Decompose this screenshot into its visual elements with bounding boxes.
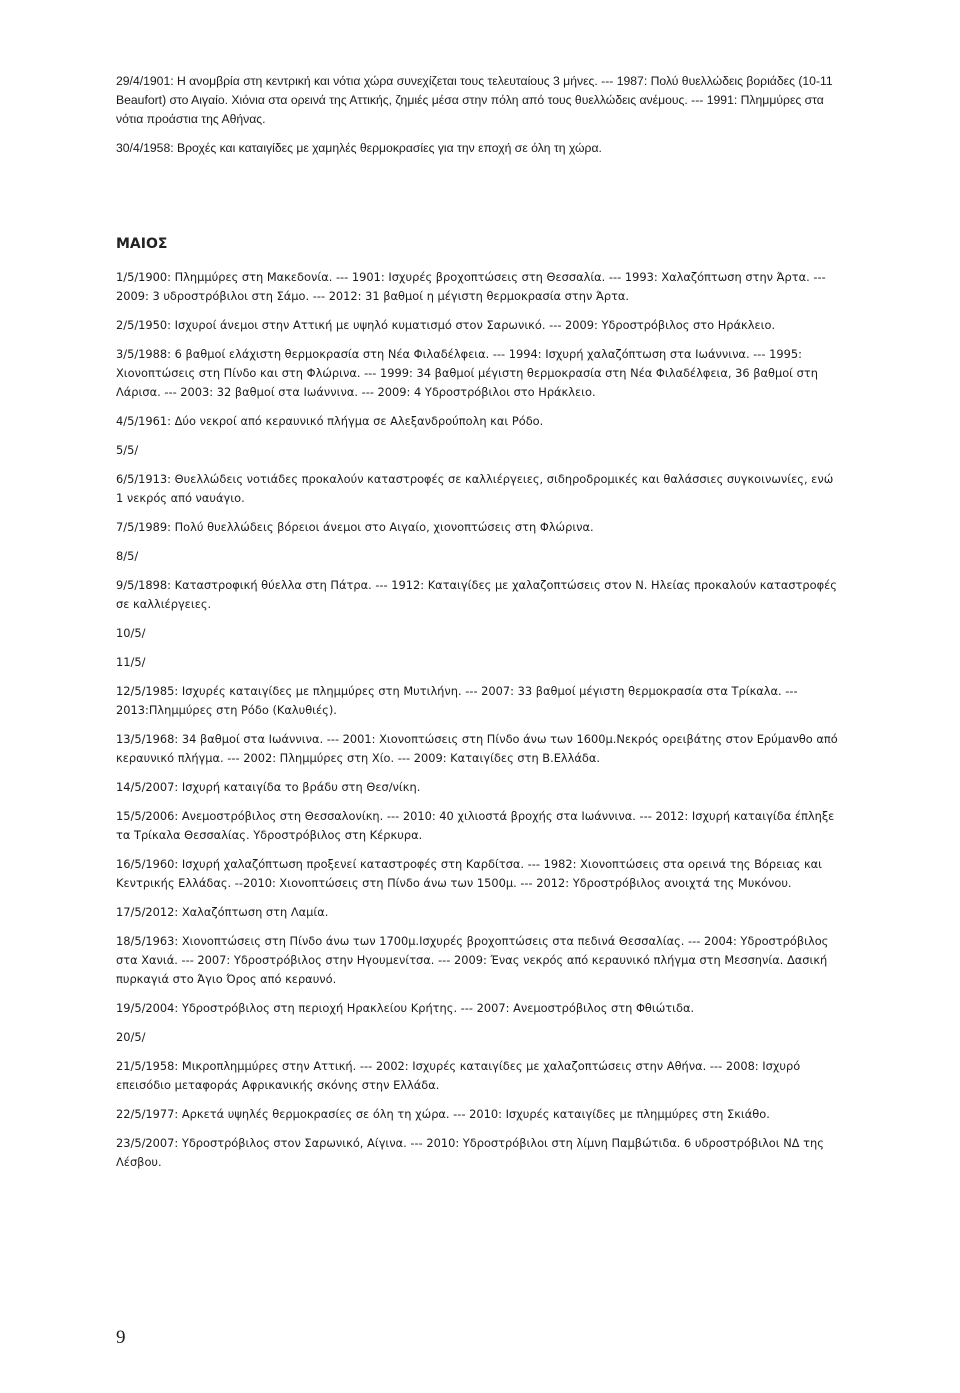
entry-5-5: 5/5/ xyxy=(116,443,139,457)
entry-20-5: 20/5/ xyxy=(116,1030,146,1044)
entry-18-5: 18/5/1963: Χιονοπτώσεις στη Πίνδο άνω των 1700μ.Ισχυρές βροχοπτώσεις στα πεδινά Θεσσαλίας. --- 2004: Υδροστρόβιλος στα Χανιά. --- 2007: Υδροστρόβιλος στην Ηγουμενίτσα. --- 2009: Ένας νεκρός από κεραυνικό πλήγμα στη Μεσσηνία. Δασική πυρκαγιά στο Άγιο Όρος από κεραυνό. xyxy=(116,934,829,986)
entry-29-4: 29/4/1901: Η ανομβρία στη κεντρική και νότια χώρα συνεχίζεται τους τελευταίους 3 μήνες. --- 1987: Πολύ θυελλώδεις βοριάδες (10-11 Beaufort) στο Αιγαίο. Χιόνια στα ορεινά της Αττικής, ζημιές μέσα στην πόλη από τους θυελλώδεις ανέμους. --- 1991: Πλημμύρες στα νότια προάστια της Αθήνας. xyxy=(116,74,833,126)
entry-14-5: 14/5/2007: Ισχυρή καταιγίδα το βράδυ στη Θεσ/νίκη. xyxy=(116,780,421,794)
entry-2-5: 2/5/1950: Ισχυροί άνεμοι στην Αττική με υψηλό κυματισμό στον Σαρωνικό. --- 2009: Υδροστρόβιλος στο Ηράκλειο. xyxy=(116,318,776,332)
section-heading-may: ΜΑΙΟΣ xyxy=(116,236,168,252)
entry-16-5: 16/5/1960: Ισχυρή χαλαζόπτωση προξενεί καταστροφές στη Καρδίτσα. --- 1982: Χιονοπτώσεις στα ορεινά της Βόρειας και Κεντρικής Ελλάδας. --2010: Χιονοπτώσεις στη Πίνδο άνω των 1500μ. --- 2012: Υδροστρόβιλος ανοιχτά της Μυκόνου. xyxy=(116,857,823,890)
document-page xyxy=(116,72,842,1182)
entry-22-5: 22/5/1977: Αρκετά υψηλές θερμοκρασίες σε όλη τη χώρα. --- 2010: Ισχυρές καταιγίδες με πλημμύρες στη Σκιάθο. xyxy=(116,1107,770,1121)
entry-8-5: 8/5/ xyxy=(116,549,139,563)
entry-30-4: 30/4/1958: Βροχές και καταιγίδες με χαμηλές θερμοκρασίες για την εποχή σε όλη τη χώρα. xyxy=(116,141,602,155)
entry-1-5: 1/5/1900: Πλημμύρες στη Μακεδονία. --- 1901: Ισχυρές βροχοπτώσεις στη Θεσσαλία. --- 1993: Χαλαζόπτωση στην Άρτα. --- 2009: 3 υδροστρόβιλοι στη Σάμο. --- 2012: 31 βαθμοί η μέγιστη θερμοκρασία στην Άρτα. xyxy=(116,270,826,303)
entry-17-5: 17/5/2012: Χαλαζόπτωση στη Λαμία. xyxy=(116,905,329,919)
entry-10-5: 10/5/ xyxy=(116,626,146,640)
may-entries xyxy=(116,268,842,1172)
entry-11-5: 11/5/ xyxy=(116,655,146,669)
entry-21-5: 21/5/1958: Μικροπλημμύρες στην Αττική. --- 2002: Ισχυρές καταιγίδες με χαλαζοπτώσεις στην Αθήνα. --- 2008: Ισχυρό επεισόδιο μεταφοράς Αφρικανικής σκόνης στην Ελλάδα. xyxy=(116,1059,801,1092)
entry-15-5: 15/5/2006: Ανεμοστρόβιλος στη Θεσσαλονίκη. --- 2010: 40 χιλιοστά βροχής στα Ιωάννινα. --- 2012: Ισχυρή καταιγίδα έπληξε τα Τρίκαλα Θεσσαλίας. Υδροστρόβιλος στη Κέρκυρα. xyxy=(116,809,835,842)
entry-19-5: 19/5/2004: Υδροστρόβιλος στη περιοχή Ηρακλείου Κρήτης. --- 2007: Ανεμοστρόβιλος στη Φθιώτιδα. xyxy=(116,1001,695,1015)
entry-23-5: 23/5/2007: Υδροστρόβιλος στον Σαρωνικό, Αίγινα. --- 2010: Υδροστρόβιλοι στη λίμνη Παμβώτιδα. 6 υδροστρόβιλοι ΝΔ της Λέσβου. xyxy=(116,1136,824,1169)
entry-13-5: 13/5/1968: 34 βαθμοί στα Ιωάννινα. --- 2001: Χιονοπτώσεις στη Πίνδο άνω των 1600μ.Νεκρός ορειβάτης στον Ερύμανθο από κεραυνικό πλήγμα. --- 2002: Πλημμύρες στη Χίο. --- 2009: Καταιγίδες στη Β.Ελλάδα. xyxy=(116,732,838,765)
entry-7-5: 7/5/1989: Πολύ θυελλώδεις βόρειοι άνεμοι στο Αιγαίο, χιονοπτώσεις στη Φλώρινα. xyxy=(116,520,594,534)
entry-3-5: 3/5/1988: 6 βαθμοί ελάχιστη θερμοκρασία στη Νέα Φιλαδέλφεια. --- 1994: Ισχυρή χαλαζόπτωση στα Ιωάννινα. --- 1995: Χιονοπτώσεις στη Πίνδο και στη Φλώρινα. --- 1999: 34 βαθμοί μέγιστη θερμοκρασία στη Νέα Φιλαδέλφεια, 36 βαθμοί στη Λάρισα. --- 2003: 32 βαθμοί στα Ιωάννινα. --- 2009: 4 Υδροστρόβιλοι στο Ηράκλειο. xyxy=(116,347,818,399)
entry-12-5: 12/5/1985: Ισχυρές καταιγίδες με πλημμύρες στη Μυτιλήνη. --- 2007: 33 βαθμοί μέγιστη θερμοκρασία στα Τρίκαλα. --- 2013:Πλημμύρες στη Ρόδο (Καλυθιές). xyxy=(116,684,798,717)
april-entries xyxy=(116,72,842,158)
entry-4-5: 4/5/1961: Δύο νεκροί από κεραυνικό πλήγμα σε Αλεξανδρούπολη και Ρόδο. xyxy=(116,414,544,428)
entry-6-5: 6/5/1913: Θυελλώδεις νοτιάδες προκαλούν καταστροφές σε καλλιέργειες, σιδηροδρομικές και θαλάσσιες συγκοινωνίες, ενώ 1 νεκρός από ναυάγιο. xyxy=(116,472,834,505)
entry-9-5: 9/5/1898: Καταστροφική θύελλα στη Πάτρα. --- 1912: Καταιγίδες με χαλαζοπτώσεις στον Ν. Ηλείας προκαλούν καταστροφές σε καλλιέργειες. xyxy=(116,578,837,611)
page-number: 9 xyxy=(116,1327,126,1348)
